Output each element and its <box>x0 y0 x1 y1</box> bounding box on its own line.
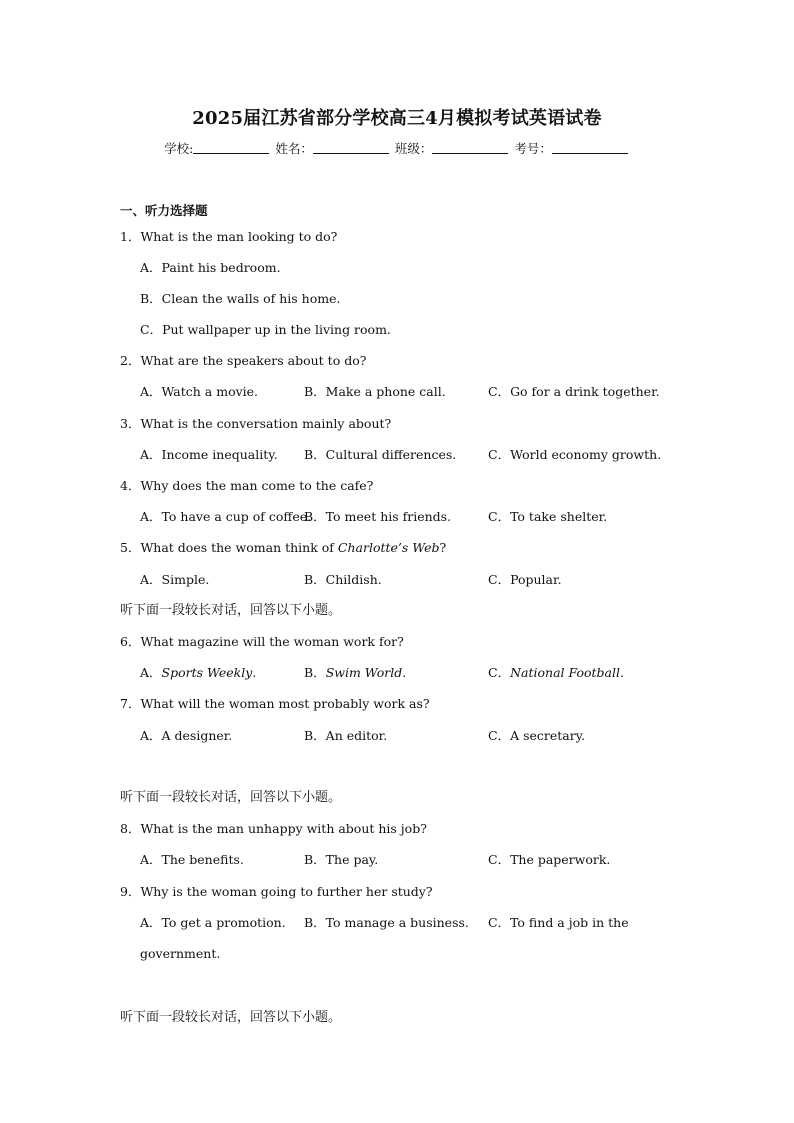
q6-option-c <box>488 665 624 681</box>
exam-number-blank <box>552 141 628 154</box>
q7-option-a: A．A designer. <box>140 728 233 743</box>
long-dialogue-instruction-1: 听下面一段较长对话，回答以下小题。 <box>120 603 342 618</box>
q6-b-letter: B． <box>304 665 326 680</box>
question-8: 8．What is the man unhappy with about his job? <box>120 821 427 836</box>
q8-option-c: C．The paperwork. <box>488 852 611 867</box>
q1-option-a: A．Paint his bedroom. <box>140 260 281 275</box>
class-label: 班级： <box>394 141 433 156</box>
q8-option-a: A．The benefits. <box>140 852 244 867</box>
q2-option-b: B．Make a phone call. <box>304 384 446 399</box>
q6-c-title: National Football <box>510 665 621 680</box>
q9-option-c-continued: government. <box>140 946 221 961</box>
q5-stem-text: 5．What does the woman think of <box>120 540 338 555</box>
q3-option-c: C．World economy growth. <box>488 447 662 462</box>
q6-c-end: . <box>620 665 624 680</box>
long-dialogue-instruction-2: 听下面一段较长对话，回答以下小题。 <box>120 790 342 805</box>
q5-option-b: B．Childish. <box>304 572 382 587</box>
q7-option-b: B．An editor. <box>304 728 388 743</box>
q4-option-b: B．To meet his friends. <box>304 509 452 524</box>
q6-a-letter: A． <box>140 665 162 680</box>
q6-b-title: Swim World <box>325 665 403 680</box>
q6-option-b <box>304 665 406 681</box>
q6-b-end: . <box>402 665 407 680</box>
q6-c-letter: C． <box>488 665 511 680</box>
q5-option-a: A．Simple. <box>140 572 210 587</box>
q5-book-title: Charlotte’s Web <box>337 540 440 555</box>
q7-option-c: C．A secretary. <box>488 728 586 743</box>
long-dialogue-instruction-3: 听下面一段较长对话，回答以下小题。 <box>120 1010 342 1025</box>
student-info-line <box>0 139 794 157</box>
question-9: 9．Why is the woman going to further her study? <box>120 884 433 899</box>
q2-option-a: A．Watch a movie. <box>140 384 259 399</box>
q4-option-a: A．To have a cup of coffee. <box>140 509 312 524</box>
school-label: 学校: <box>164 141 194 156</box>
question-2: 2．What are the speakers about to do? <box>120 353 367 368</box>
school-blank <box>193 141 269 154</box>
exam-number-label: 考号： <box>514 141 552 156</box>
q6-a-title: Sports Weekly <box>161 665 253 680</box>
exam-title: 2025届江苏省部分学校高三4月模拟考试英语试卷 <box>192 108 602 129</box>
q2-option-c: C．Go for a drink together. <box>488 384 660 399</box>
q5-option-c: C．Popular. <box>488 572 562 587</box>
section-heading: 一、听力选择题 <box>120 203 208 218</box>
q3-option-a: A．Income inequality. <box>140 447 278 462</box>
q9-option-a: A．To get a promotion. <box>140 915 286 930</box>
question-6: 6．What magazine will the woman work for? <box>120 634 404 649</box>
class-blank <box>432 141 508 154</box>
question-3: 3．What is the conversation mainly about? <box>120 416 392 431</box>
q6-option-a <box>140 665 256 681</box>
name-label: 姓名： <box>275 141 313 156</box>
name-blank <box>313 141 389 154</box>
question-1: 1．What is the man looking to do? <box>120 229 338 244</box>
q6-a-end: . <box>252 665 257 680</box>
q9-option-b: B．To manage a business. <box>304 915 469 930</box>
question-7: 7．What will the woman most probably work as? <box>120 696 430 711</box>
question-5 <box>120 540 446 556</box>
question-4: 4．Why does the man come to the cafe? <box>120 478 374 493</box>
q3-option-b: B．Cultural differences. <box>304 447 457 462</box>
q1-option-b: B．Clean the walls of his home. <box>140 291 341 306</box>
q9-option-c: C．To find a job in the <box>488 915 629 930</box>
q8-option-b: B．The pay. <box>304 852 379 867</box>
q4-option-c: C．To take shelter. <box>488 509 608 524</box>
q1-option-c: C．Put wallpaper up in the living room. <box>140 322 391 337</box>
q5-stem-end: ? <box>439 540 447 555</box>
